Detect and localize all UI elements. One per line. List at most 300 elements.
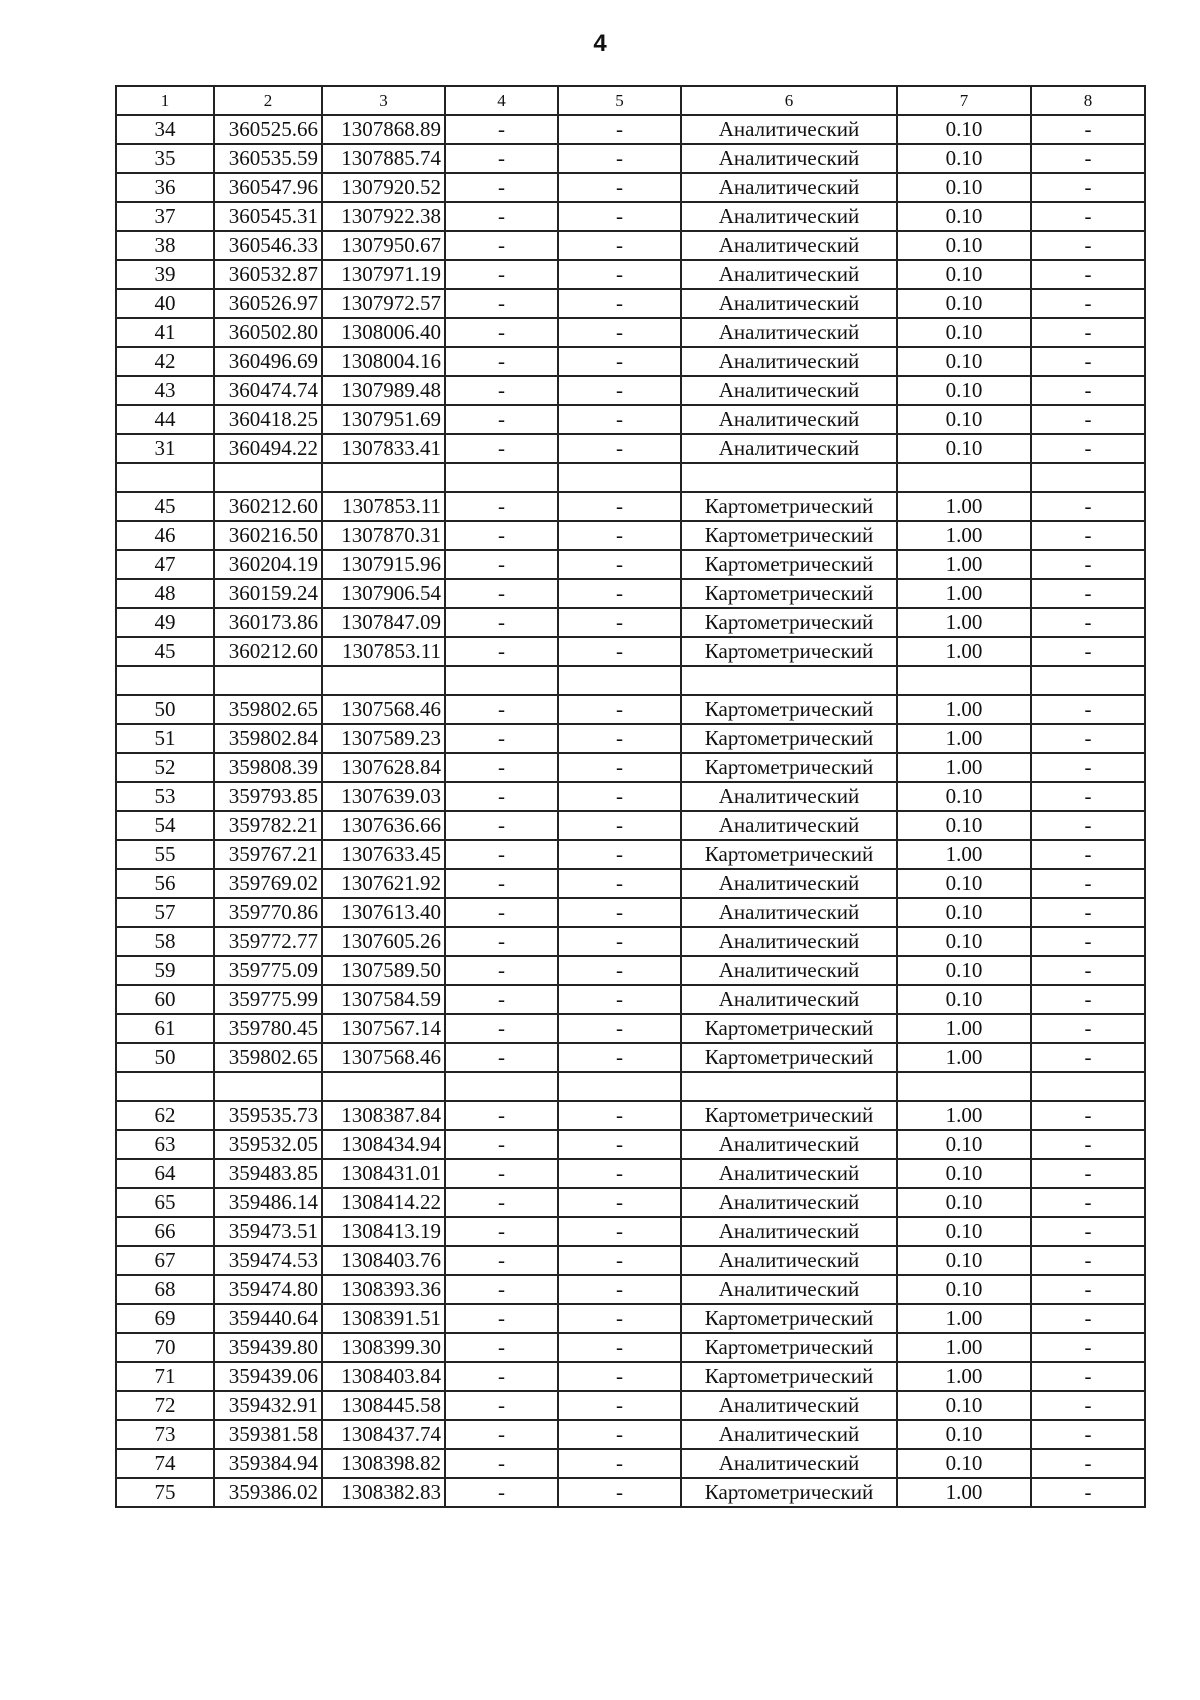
table-cell-accuracy: 1.00 (897, 1014, 1031, 1043)
table-row (116, 1333, 1145, 1362)
table-row (116, 347, 1145, 376)
table-cell-point-number: 45 (116, 492, 214, 521)
table-cell-accuracy: 1.00 (897, 1043, 1031, 1072)
table-cell-coordinate-y: 1307972.57 (322, 289, 445, 318)
table-cell-accuracy: 0.10 (897, 1275, 1031, 1304)
table-cell-col-5: - (558, 202, 681, 231)
table-cell-col-8 (1031, 666, 1145, 695)
table-cell-coordinate-y: 1307989.48 (322, 376, 445, 405)
table-cell-col-5: - (558, 1159, 681, 1188)
column-header: 3 (322, 86, 445, 115)
table-cell-coordinate-x (214, 463, 322, 492)
table-cell-coordinate-y (322, 463, 445, 492)
table-cell-accuracy: 1.00 (897, 579, 1031, 608)
table-cell-col-4 (445, 1072, 558, 1101)
table-cell-col-4: - (445, 1362, 558, 1391)
table-cell-point-number: 66 (116, 1217, 214, 1246)
table-cell-col-4: - (445, 1014, 558, 1043)
table-row (116, 434, 1145, 463)
table-cell-method: Аналитический (681, 1159, 897, 1188)
table-cell-point-number: 45 (116, 637, 214, 666)
table-cell-coordinate-x: 359770.86 (214, 898, 322, 927)
table-cell-point-number: 35 (116, 144, 214, 173)
table-cell-coordinate-y (322, 1072, 445, 1101)
table-cell-method: Аналитический (681, 1188, 897, 1217)
table-cell-method: Аналитический (681, 869, 897, 898)
table-cell-method: Картометрический (681, 840, 897, 869)
table-cell-col-8: - (1031, 347, 1145, 376)
table-cell-method: Аналитический (681, 985, 897, 1014)
table-cell-col-8: - (1031, 927, 1145, 956)
table-row (116, 1304, 1145, 1333)
table-cell-accuracy (897, 666, 1031, 695)
table-row (116, 985, 1145, 1014)
table-cell-col-5: - (558, 1304, 681, 1333)
table-cell-col-5: - (558, 869, 681, 898)
table-cell-col-8: - (1031, 492, 1145, 521)
table-cell-coordinate-y: 1307621.92 (322, 869, 445, 898)
table-row (116, 579, 1145, 608)
table-cell-method: Аналитический (681, 405, 897, 434)
table-cell-method: Картометрический (681, 579, 897, 608)
table-cell-coordinate-x: 359780.45 (214, 1014, 322, 1043)
table-cell-point-number: 39 (116, 260, 214, 289)
table-cell-accuracy: 0.10 (897, 434, 1031, 463)
table-cell-col-5: - (558, 695, 681, 724)
table-cell-point-number: 54 (116, 811, 214, 840)
table-cell-coordinate-y: 1307584.59 (322, 985, 445, 1014)
table-cell-col-4: - (445, 869, 558, 898)
table-cell-coordinate-y: 1307971.19 (322, 260, 445, 289)
table-cell-method: Аналитический (681, 115, 897, 144)
table-cell-point-number: 51 (116, 724, 214, 753)
table-cell-col-4: - (445, 1304, 558, 1333)
table-cell-coordinate-y: 1307589.50 (322, 956, 445, 985)
column-header: 7 (897, 86, 1031, 115)
table-cell-accuracy: 1.00 (897, 608, 1031, 637)
table-cell-method: Картометрический (681, 753, 897, 782)
table-cell-col-4 (445, 463, 558, 492)
table-cell-col-8 (1031, 463, 1145, 492)
table-header-row (116, 86, 1145, 115)
table-cell-accuracy: 0.10 (897, 985, 1031, 1014)
table-cell-point-number: 53 (116, 782, 214, 811)
table-cell-col-8: - (1031, 782, 1145, 811)
table-cell-point-number: 68 (116, 1275, 214, 1304)
table-cell-accuracy: 1.00 (897, 1362, 1031, 1391)
table-cell-accuracy: 1.00 (897, 753, 1031, 782)
table-cell-col-5: - (558, 1391, 681, 1420)
table-cell-accuracy: 0.10 (897, 260, 1031, 289)
table-cell-col-8: - (1031, 956, 1145, 985)
table-cell-coordinate-y: 1307870.31 (322, 521, 445, 550)
table-cell-coordinate-x: 360474.74 (214, 376, 322, 405)
table-row (116, 202, 1145, 231)
table-cell-coordinate-x: 359474.53 (214, 1246, 322, 1275)
table-cell-accuracy: 1.00 (897, 550, 1031, 579)
table-cell-coordinate-x: 360494.22 (214, 434, 322, 463)
table-row (116, 782, 1145, 811)
table-cell-point-number: 55 (116, 840, 214, 869)
table-cell-point-number: 31 (116, 434, 214, 463)
table-cell-col-8: - (1031, 405, 1145, 434)
table-cell-accuracy: 1.00 (897, 492, 1031, 521)
table-cell-col-4: - (445, 202, 558, 231)
table-cell-accuracy: 0.10 (897, 1246, 1031, 1275)
table-row (116, 492, 1145, 521)
table-cell-accuracy: 1.00 (897, 840, 1031, 869)
table-cell-point-number: 48 (116, 579, 214, 608)
table-cell-col-8: - (1031, 1478, 1145, 1507)
table-cell-col-5 (558, 666, 681, 695)
table-cell-method: Аналитический (681, 260, 897, 289)
table-cell-coordinate-x: 359802.84 (214, 724, 322, 753)
table-cell-coordinate-x: 360418.25 (214, 405, 322, 434)
table-row (116, 1130, 1145, 1159)
table-row (116, 927, 1145, 956)
table-cell-method: Картометрический (681, 1304, 897, 1333)
table-cell-col-5: - (558, 1275, 681, 1304)
table-cell-accuracy: 0.10 (897, 1188, 1031, 1217)
table-cell-col-4: - (445, 521, 558, 550)
table-cell-coordinate-y: 1307853.11 (322, 492, 445, 521)
table-cell-method: Аналитический (681, 811, 897, 840)
table-cell-method: Аналитический (681, 1217, 897, 1246)
table-row (116, 521, 1145, 550)
table-cell-col-4: - (445, 1420, 558, 1449)
table-cell-method: Аналитический (681, 782, 897, 811)
table-cell-method: Картометрический (681, 492, 897, 521)
table-cell-col-4: - (445, 1188, 558, 1217)
table-cell-point-number: 63 (116, 1130, 214, 1159)
table-row (116, 869, 1145, 898)
table-cell-col-5: - (558, 231, 681, 260)
table-cell-coordinate-y: 1308004.16 (322, 347, 445, 376)
table-cell-col-4: - (445, 840, 558, 869)
table-row (116, 173, 1145, 202)
table-cell-col-5: - (558, 637, 681, 666)
table-cell-accuracy: 0.10 (897, 173, 1031, 202)
table-cell-coordinate-y: 1307906.54 (322, 579, 445, 608)
table-cell-coordinate-y: 1307920.52 (322, 173, 445, 202)
table-cell-col-4: - (445, 405, 558, 434)
table-separator-row (116, 463, 1145, 492)
table-cell-point-number: 74 (116, 1449, 214, 1478)
table-cell-col-5: - (558, 289, 681, 318)
table-cell-accuracy: 0.10 (897, 1159, 1031, 1188)
table-cell-coordinate-y: 1307633.45 (322, 840, 445, 869)
coordinates-table (115, 85, 1146, 1508)
table-cell-accuracy: 1.00 (897, 1478, 1031, 1507)
table-cell-accuracy: 1.00 (897, 637, 1031, 666)
table-cell-col-5: - (558, 1043, 681, 1072)
table-cell-col-4: - (445, 753, 558, 782)
table-cell-col-4: - (445, 1130, 558, 1159)
page-number: 4 (593, 30, 607, 57)
table-cell-col-5: - (558, 347, 681, 376)
table-row (116, 898, 1145, 927)
table-cell-method (681, 1072, 897, 1101)
table-cell-col-4: - (445, 1391, 558, 1420)
table-row (116, 318, 1145, 347)
table-cell-method: Аналитический (681, 927, 897, 956)
table-cell-point-number: 75 (116, 1478, 214, 1507)
table-cell-coordinate-y: 1308414.22 (322, 1188, 445, 1217)
table-cell-point-number: 58 (116, 927, 214, 956)
table-cell-col-8: - (1031, 115, 1145, 144)
table-cell-method: Аналитический (681, 376, 897, 405)
table-cell-col-8: - (1031, 1014, 1145, 1043)
table-cell-accuracy: 1.00 (897, 724, 1031, 753)
table-cell-accuracy: 0.10 (897, 782, 1031, 811)
table-cell-coordinate-x: 359432.91 (214, 1391, 322, 1420)
table-cell-point-number: 50 (116, 1043, 214, 1072)
table-row (116, 405, 1145, 434)
table-cell-coordinate-x: 359782.21 (214, 811, 322, 840)
table-cell-coordinate-y: 1307833.41 (322, 434, 445, 463)
table-cell-method: Аналитический (681, 956, 897, 985)
table-cell-accuracy: 0.10 (897, 231, 1031, 260)
table-cell-coordinate-x: 360496.69 (214, 347, 322, 376)
table-cell-accuracy: 1.00 (897, 1333, 1031, 1362)
table-row (116, 608, 1145, 637)
table-separator-row (116, 1072, 1145, 1101)
table-cell-col-8: - (1031, 231, 1145, 260)
table-cell-method: Картометрический (681, 608, 897, 637)
table-cell-method: Картометрический (681, 695, 897, 724)
table-cell-method: Картометрический (681, 724, 897, 753)
table-cell-coordinate-x: 360526.97 (214, 289, 322, 318)
table-cell-accuracy: 0.10 (897, 898, 1031, 927)
table-cell-accuracy: 0.10 (897, 202, 1031, 231)
table-cell-method: Аналитический (681, 347, 897, 376)
table-cell-point-number: 40 (116, 289, 214, 318)
table-cell-col-4: - (445, 550, 558, 579)
table-cell-col-5: - (558, 173, 681, 202)
table-cell-col-4: - (445, 1333, 558, 1362)
table-cell-method: Картометрический (681, 637, 897, 666)
table-cell-col-8: - (1031, 1362, 1145, 1391)
table-cell-method: Аналитический (681, 231, 897, 260)
table-cell-point-number: 71 (116, 1362, 214, 1391)
table-cell-coordinate-y: 1308403.76 (322, 1246, 445, 1275)
table-cell-col-5: - (558, 405, 681, 434)
table-cell-col-8: - (1031, 434, 1145, 463)
table-cell-point-number: 46 (116, 521, 214, 550)
table-cell-method (681, 666, 897, 695)
table-cell-col-8: - (1031, 985, 1145, 1014)
table-cell-point-number: 50 (116, 695, 214, 724)
table-cell-coordinate-x: 360547.96 (214, 173, 322, 202)
table-cell-col-8: - (1031, 753, 1145, 782)
table-cell-point-number: 49 (116, 608, 214, 637)
table-cell-method: Аналитический (681, 173, 897, 202)
table-cell-col-5: - (558, 1333, 681, 1362)
table-cell-col-8 (1031, 1072, 1145, 1101)
table-cell-col-4: - (445, 956, 558, 985)
table-cell-col-8: - (1031, 1449, 1145, 1478)
table-row (116, 840, 1145, 869)
table-cell-col-4 (445, 666, 558, 695)
column-header: 1 (116, 86, 214, 115)
table-cell-col-8: - (1031, 1159, 1145, 1188)
table-cell-col-5: - (558, 1014, 681, 1043)
table-cell-coordinate-x: 359483.85 (214, 1159, 322, 1188)
table-cell-col-4: - (445, 579, 558, 608)
table-cell-method: Аналитический (681, 202, 897, 231)
table-cell-coordinate-x: 360173.86 (214, 608, 322, 637)
table-cell-col-4: - (445, 898, 558, 927)
table-cell-col-5: - (558, 1101, 681, 1130)
table-cell-coordinate-y: 1307589.23 (322, 724, 445, 753)
table-cell-coordinate-y: 1307605.26 (322, 927, 445, 956)
table-cell-point-number (116, 463, 214, 492)
table-cell-col-8: - (1031, 550, 1145, 579)
table-cell-col-5: - (558, 1420, 681, 1449)
table-row (116, 1246, 1145, 1275)
table-cell-col-4: - (445, 1217, 558, 1246)
table-cell-coordinate-y: 1308403.84 (322, 1362, 445, 1391)
table-cell-coordinate-y: 1308434.94 (322, 1130, 445, 1159)
table-cell-col-5: - (558, 579, 681, 608)
table-body (116, 115, 1145, 1507)
table-cell-accuracy: 0.10 (897, 376, 1031, 405)
table-cell-point-number: 47 (116, 550, 214, 579)
table-cell-col-4: - (445, 1101, 558, 1130)
table-cell-point-number: 44 (116, 405, 214, 434)
table-cell-col-5: - (558, 550, 681, 579)
table-cell-point-number: 57 (116, 898, 214, 927)
table-separator-row (116, 666, 1145, 695)
table-row (116, 637, 1145, 666)
table-cell-coordinate-y: 1308445.58 (322, 1391, 445, 1420)
table-cell-accuracy: 0.10 (897, 811, 1031, 840)
table-cell-accuracy: 0.10 (897, 405, 1031, 434)
table-cell-col-4: - (445, 173, 558, 202)
table-cell-method: Картометрический (681, 1333, 897, 1362)
table-row (116, 1014, 1145, 1043)
table-cell-point-number: 67 (116, 1246, 214, 1275)
table-cell-accuracy: 0.10 (897, 347, 1031, 376)
table-cell-col-4: - (445, 724, 558, 753)
table-row (116, 231, 1145, 260)
table-cell-coordinate-x: 359769.02 (214, 869, 322, 898)
table-cell-point-number: 61 (116, 1014, 214, 1043)
table-cell-coordinate-y: 1307639.03 (322, 782, 445, 811)
table-cell-col-4: - (445, 1159, 558, 1188)
table-cell-method: Картометрический (681, 1101, 897, 1130)
table-cell-col-4: - (445, 811, 558, 840)
table-cell-accuracy: 0.10 (897, 1420, 1031, 1449)
table-cell-col-4: - (445, 347, 558, 376)
table-cell-col-4: - (445, 318, 558, 347)
table-cell-point-number: 73 (116, 1420, 214, 1449)
table-cell-point-number: 72 (116, 1391, 214, 1420)
table-cell-col-5 (558, 1072, 681, 1101)
table-cell-coordinate-x: 360545.31 (214, 202, 322, 231)
table-cell-coordinate-y: 1307567.14 (322, 1014, 445, 1043)
table-cell-point-number: 41 (116, 318, 214, 347)
table-cell-col-8: - (1031, 1101, 1145, 1130)
table-cell-col-8: - (1031, 579, 1145, 608)
table-cell-method: Картометрический (681, 521, 897, 550)
table-cell-col-5: - (558, 1188, 681, 1217)
table-cell-method: Аналитический (681, 898, 897, 927)
table-cell-col-8: - (1031, 608, 1145, 637)
table-cell-method: Аналитический (681, 1246, 897, 1275)
table-cell-coordinate-y: 1308413.19 (322, 1217, 445, 1246)
table-cell-coordinate-y: 1307568.46 (322, 695, 445, 724)
table-cell-coordinate-y: 1308399.30 (322, 1333, 445, 1362)
table-cell-coordinate-y: 1307636.66 (322, 811, 445, 840)
table-cell-col-8: - (1031, 1217, 1145, 1246)
table-row (116, 1101, 1145, 1130)
table-cell-coordinate-x: 359808.39 (214, 753, 322, 782)
table-cell-col-5: - (558, 1362, 681, 1391)
table-row (116, 289, 1145, 318)
table-cell-col-4: - (445, 695, 558, 724)
table-cell-coordinate-y: 1307847.09 (322, 608, 445, 637)
column-header: 5 (558, 86, 681, 115)
table-cell-accuracy: 1.00 (897, 521, 1031, 550)
table-cell-method: Аналитический (681, 1130, 897, 1159)
table-cell-method: Аналитический (681, 434, 897, 463)
table-cell-accuracy: 0.10 (897, 1449, 1031, 1478)
table-cell-coordinate-y: 1308437.74 (322, 1420, 445, 1449)
table-cell-point-number: 64 (116, 1159, 214, 1188)
table-row (116, 811, 1145, 840)
table-cell-method: Аналитический (681, 289, 897, 318)
table-cell-accuracy: 0.10 (897, 1130, 1031, 1159)
table-cell-method: Картометрический (681, 1478, 897, 1507)
table-cell-col-5: - (558, 898, 681, 927)
table-row (116, 1420, 1145, 1449)
table-cell-col-5: - (558, 811, 681, 840)
table-cell-point-number: 69 (116, 1304, 214, 1333)
table-cell-point-number: 62 (116, 1101, 214, 1130)
table-cell-col-5: - (558, 115, 681, 144)
table-cell-col-8: - (1031, 173, 1145, 202)
table-cell-coordinate-x: 359439.80 (214, 1333, 322, 1362)
table-row (116, 695, 1145, 724)
table-cell-point-number: 60 (116, 985, 214, 1014)
table-cell-coordinate-x: 359386.02 (214, 1478, 322, 1507)
table-row (116, 376, 1145, 405)
table-cell-col-5: - (558, 376, 681, 405)
table-cell-col-5: - (558, 1449, 681, 1478)
table-cell-col-5: - (558, 492, 681, 521)
table-cell-method: Аналитический (681, 318, 897, 347)
table-cell-col-5: - (558, 1130, 681, 1159)
table-cell-point-number: 43 (116, 376, 214, 405)
table-cell-point-number: 65 (116, 1188, 214, 1217)
table-row (116, 550, 1145, 579)
table-cell-accuracy: 0.10 (897, 289, 1031, 318)
table-cell-coordinate-x: 359440.64 (214, 1304, 322, 1333)
table-cell-point-number: 59 (116, 956, 214, 985)
table-cell-coordinate-x: 359532.05 (214, 1130, 322, 1159)
table-cell-coordinate-y: 1308431.01 (322, 1159, 445, 1188)
table-cell-method: Картометрический (681, 1043, 897, 1072)
table-cell-method (681, 463, 897, 492)
table-cell-col-8: - (1031, 202, 1145, 231)
table-cell-coordinate-x: 360216.50 (214, 521, 322, 550)
table-cell-coordinate-y: 1307853.11 (322, 637, 445, 666)
table-cell-col-8: - (1031, 695, 1145, 724)
table-cell-coordinate-y: 1307868.89 (322, 115, 445, 144)
table-cell-col-8: - (1031, 521, 1145, 550)
table-cell-method: Аналитический (681, 1420, 897, 1449)
